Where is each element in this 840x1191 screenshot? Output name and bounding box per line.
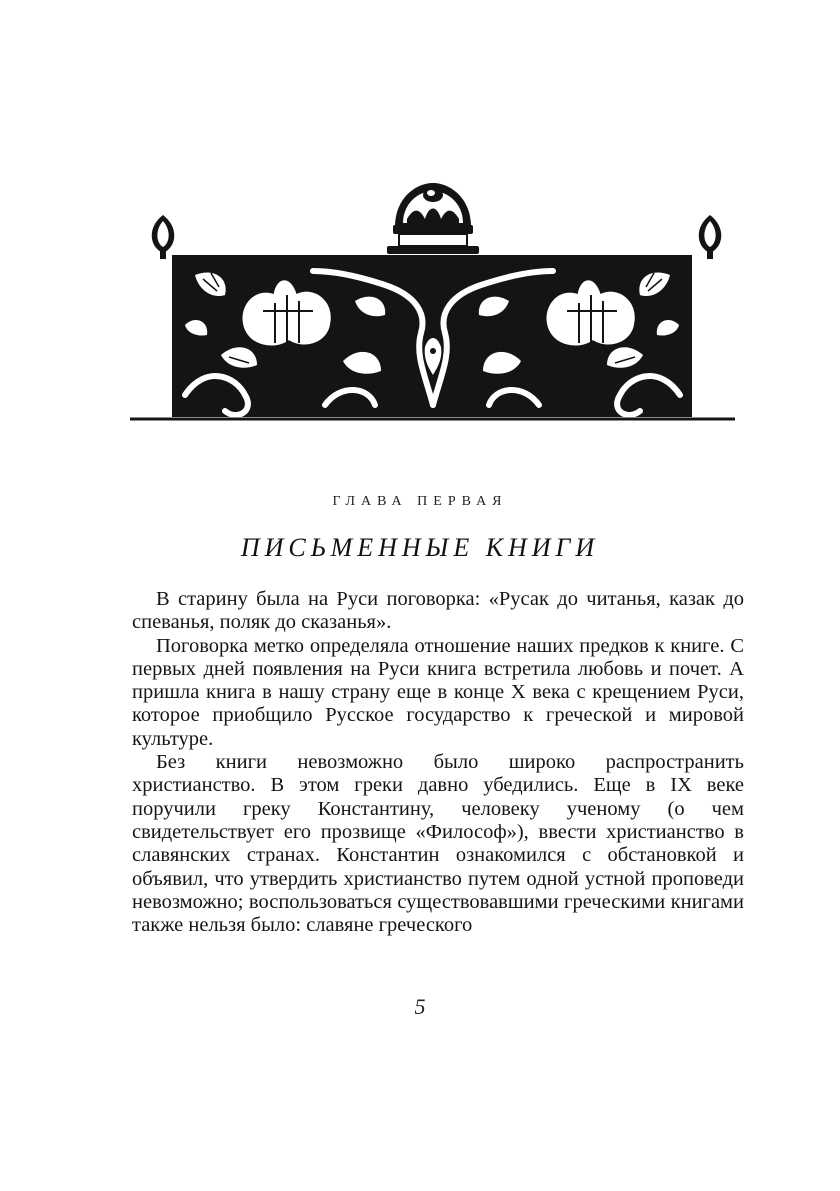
body-text: [132, 588, 744, 937]
left-finial: [152, 215, 175, 259]
paragraph-constantine: Без книги невозможно было широко распространить христианство. В этом греки давно убедились. Еще в IX веке поручили греку Константину, человеку ученому (о чем свидетельствует его прозвище «Философ»), ввести христианство в славянских странах. Константин ознакомился с обстановкой и объявил, что утвердить христианство путем одной устной проповеди невозможно; воспользоваться существовавшими греческими книгами также нельзя было: славяне греческого: [132, 751, 744, 937]
chapter-label: ГЛАВА ПЕРВАЯ: [332, 494, 508, 509]
right-finial: [699, 215, 722, 259]
paragraph-proverb: В старину была на Руси поговорка: «Русак до читанья, казак до спеванья, поляк до сказанья».: [132, 588, 744, 634]
central-orb: [387, 183, 479, 254]
page-number: 5: [414, 994, 426, 1019]
chapter-title: ПИСЬМЕННЫЕ КНИГИ: [240, 533, 600, 562]
floral-headpiece-icon: [125, 175, 740, 435]
paragraph-arrival-of-books: Поговорка метко определяла отношение наших предков к книге. С первых дней появления на Руси книга встретила любовь и почет. А пришла книга в нашу страну еще в конце X века с крещением Руси, которое приобщило Русское государство к греческой и мировой культуре.: [132, 634, 744, 750]
